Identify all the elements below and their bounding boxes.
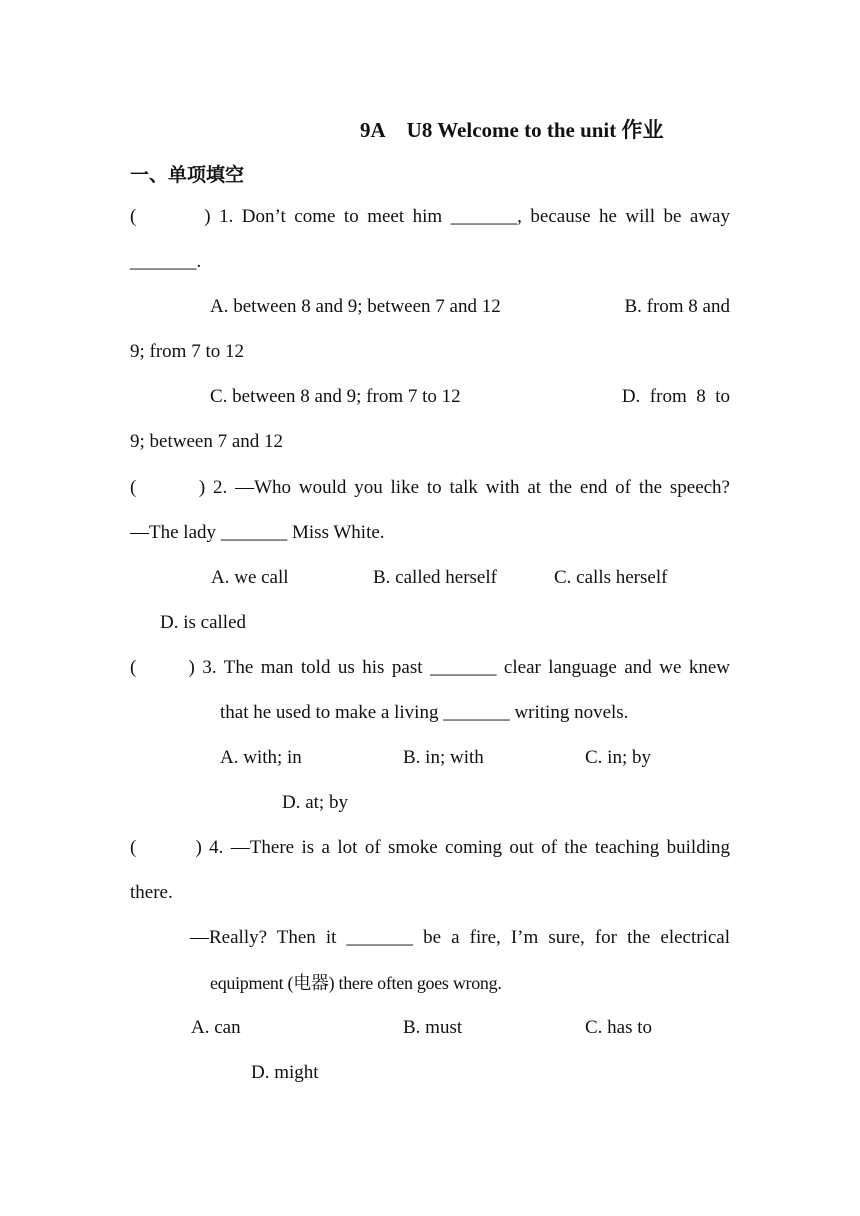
question-4-option-d: D. might	[251, 1062, 319, 1083]
question-4-stem-line4-cjk: 电器	[293, 973, 329, 994]
question-2-option-d: D. is called	[160, 612, 247, 633]
page-title-suffix: 作业	[621, 118, 664, 142]
question-4-stem-line4	[210, 971, 502, 996]
question-2-option-a: A. we call	[211, 567, 289, 588]
question-1-option-d-start: D. from 8 to	[621, 386, 730, 407]
question-3-stem-line2: that he used to make a living _______ writing novels.	[220, 702, 629, 723]
question-4-stem-line1: ( ) 4. —There is a lot of smoke coming out of the teaching building	[130, 837, 730, 858]
question-4-stem-line3: —Really? Then it _______ be a fire, I’m sure, for the electrical	[190, 927, 730, 948]
question-3-option-c: C. in; by	[585, 747, 651, 768]
question-1-option-b-start: B. from 8 and	[624, 296, 730, 317]
question-4-option-b: B. must	[403, 1017, 463, 1038]
question-3-stem-line1: ( ) 3. The man told us his past _______ clear language and we knew	[130, 657, 730, 678]
question-1-option-d-end: 9; between 7 and 12	[130, 431, 284, 452]
question-3-option-b: B. in; with	[403, 747, 484, 768]
question-2-stem-line2: —The lady _______ Miss White.	[130, 522, 385, 543]
question-4-stem-line4-start: equipment (	[210, 973, 294, 993]
section-heading: 一、单项填空	[130, 164, 245, 186]
question-1-option-a: A. between 8 and 9; between 7 and 12	[210, 296, 501, 317]
page-title	[360, 114, 664, 144]
question-1-stem-line1: ( ) 1. Don’t come to meet him _______, because he will be away	[130, 206, 730, 227]
question-4-stem-line4-end: ) there often goes wrong.	[328, 973, 502, 993]
question-3-option-d: D. at; by	[282, 792, 348, 813]
question-2-option-c: C. calls herself	[554, 567, 668, 588]
question-4-option-c: C. has to	[585, 1017, 653, 1038]
question-1-option-c: C. between 8 and 9; from 7 to 12	[210, 386, 461, 407]
question-3-option-a: A. with; in	[220, 747, 302, 768]
page-title-text: 9A U8 Welcome to the unit	[360, 118, 622, 142]
question-4-stem-line2: there.	[130, 882, 173, 903]
question-1-stem-line2: _______.	[130, 251, 202, 272]
question-4-option-a: A. can	[191, 1017, 241, 1038]
question-1-option-b-end: 9; from 7 to 12	[130, 341, 244, 362]
question-2-stem-line1: ( ) 2. —Who would you like to talk with at the end of the speech?	[130, 477, 730, 498]
question-2-option-b: B. called herself	[373, 567, 497, 588]
